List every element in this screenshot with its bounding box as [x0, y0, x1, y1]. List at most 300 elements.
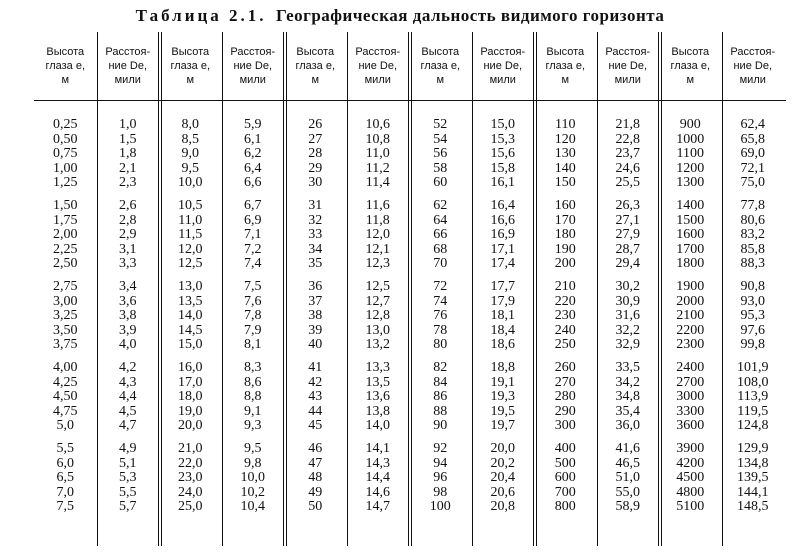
cell-horizon-distance: 144,1	[737, 484, 769, 500]
cell-horizon-distance: 101,9	[737, 360, 769, 375]
cell-eye-height: 24,0	[178, 484, 203, 500]
cell-eye-height: 2700	[676, 374, 705, 390]
cell-eye-height: 1900	[676, 279, 705, 294]
cell-horizon-distance: 35,4	[615, 403, 640, 419]
cell-eye-height: 110	[555, 117, 576, 132]
cell-horizon-distance: 17,1	[490, 241, 515, 257]
cell-eye-height: 4,50	[53, 389, 78, 405]
header-line: Высота	[296, 46, 335, 58]
cell-eye-height: 230	[554, 308, 576, 324]
cell-horizon-distance: 11,8	[365, 212, 390, 228]
cell-eye-height: 4200	[676, 455, 705, 471]
cell-eye-height: 1,25	[53, 175, 78, 191]
cell-eye-height: 25,0	[178, 499, 203, 515]
cell-eye-height: 1400	[676, 198, 705, 213]
cell-horizon-distance: 14,7	[365, 499, 390, 515]
cell-horizon-distance: 8,8	[244, 389, 262, 405]
header-horizon-distance	[597, 38, 660, 94]
cell-eye-height: 2,25	[53, 241, 78, 257]
cell-eye-height: 5,0	[56, 418, 74, 434]
cell-eye-height: 1100	[676, 146, 704, 162]
cell-horizon-distance: 11,2	[365, 160, 390, 176]
cell-horizon-distance: 6,2	[244, 146, 262, 162]
cell-horizon-distance: 12,0	[365, 227, 390, 243]
cell-eye-height: 11,5	[178, 227, 203, 243]
cell-horizon-distance: 20,6	[490, 484, 515, 500]
cell-horizon-distance: 124,8	[737, 418, 769, 434]
cell-horizon-distance: 13,2	[365, 337, 390, 353]
cell-eye-height: 42	[308, 374, 323, 390]
cell-horizon-distance: 8,1	[244, 337, 262, 353]
cell-eye-height: 3900	[676, 441, 705, 456]
cell-eye-height: 14,5	[178, 322, 203, 338]
cell-eye-height: 160	[554, 198, 576, 213]
header-line: Расстоя-	[605, 46, 651, 58]
cell-horizon-distance: 13,8	[365, 403, 390, 419]
cell-horizon-distance: 51,0	[615, 470, 640, 486]
cell-eye-height: 120	[554, 131, 576, 147]
cell-eye-height: 900	[679, 117, 701, 132]
cell-eye-height: 1,75	[53, 212, 78, 228]
header-line: глаза e,	[45, 60, 86, 72]
cell-eye-height: 43	[308, 389, 323, 405]
cell-horizon-distance: 9,1	[244, 403, 262, 419]
header-line: Высота	[171, 46, 210, 58]
header-line: глаза e,	[420, 60, 461, 72]
cell-eye-height: 49	[308, 484, 323, 500]
cell-horizon-distance: 29,4	[615, 256, 640, 272]
cell-eye-height: 96	[433, 470, 448, 486]
table-number: Таблица 2.1.	[135, 6, 267, 25]
cell-eye-height: 45	[308, 418, 323, 434]
cell-eye-height: 700	[554, 484, 576, 500]
cell-eye-height: 250	[554, 337, 576, 353]
cell-horizon-distance: 90,8	[740, 279, 765, 294]
cell-horizon-distance: 4,0	[119, 337, 137, 353]
cell-horizon-distance: 12,8	[365, 308, 390, 324]
cell-eye-height: 3600	[676, 418, 705, 434]
cell-eye-height: 92	[433, 441, 448, 456]
cell-horizon-distance: 77,8	[740, 198, 765, 213]
cell-horizon-distance: 2,9	[119, 227, 137, 243]
cell-eye-height: 8,5	[181, 131, 199, 147]
cell-eye-height: 100	[429, 499, 451, 515]
cell-horizon-distance: 27,1	[615, 212, 640, 228]
cell-horizon-distance: 12,1	[365, 241, 390, 257]
header-line: м	[436, 74, 445, 86]
header-eye-height	[284, 38, 347, 94]
header-line: м	[561, 74, 570, 86]
header-line: мили	[114, 74, 141, 86]
cell-eye-height: 74	[433, 293, 448, 309]
cell-eye-height: 44	[308, 403, 323, 419]
header-line: мили	[239, 74, 266, 86]
cell-horizon-distance: 7,2	[244, 241, 262, 257]
cell-eye-height: 1800	[676, 256, 705, 272]
header-line: ние De,	[233, 60, 272, 72]
cell-horizon-distance: 6,7	[244, 198, 262, 213]
cell-eye-height: 0,25	[53, 117, 78, 132]
header-line: ние De,	[358, 60, 397, 72]
header-line: Высота	[46, 46, 85, 58]
header-line: Расстоя-	[730, 46, 776, 58]
cell-eye-height: 47	[308, 455, 323, 471]
cell-horizon-distance: 19,3	[490, 389, 515, 405]
cell-horizon-distance: 25,5	[615, 175, 640, 191]
cell-eye-height: 270	[554, 374, 576, 390]
cell-eye-height: 3,25	[53, 308, 78, 324]
cell-horizon-distance: 8,3	[244, 360, 262, 375]
cell-eye-height: 84	[433, 374, 448, 390]
cell-eye-height: 0,50	[53, 131, 78, 147]
cell-horizon-distance: 4,5	[119, 403, 137, 419]
cell-horizon-distance: 7,5	[244, 279, 262, 294]
cell-horizon-distance: 95,3	[740, 308, 765, 324]
cell-horizon-distance: 18,6	[490, 337, 515, 353]
cell-eye-height: 30	[308, 175, 323, 191]
cell-eye-height: 19,0	[178, 403, 203, 419]
cell-eye-height: 18,0	[178, 389, 203, 405]
cell-horizon-distance: 4,4	[119, 389, 137, 405]
cell-horizon-distance: 7,6	[244, 293, 262, 309]
cell-horizon-distance: 19,5	[490, 403, 515, 419]
header-eye-height	[659, 38, 722, 94]
cell-horizon-distance: 27,9	[615, 227, 640, 243]
cell-horizon-distance: 18,4	[490, 322, 515, 338]
cell-eye-height: 64	[433, 212, 448, 228]
cell-horizon-distance: 13,6	[365, 389, 390, 405]
cell-eye-height: 2300	[676, 337, 705, 353]
cell-eye-height: 2100	[676, 308, 705, 324]
cell-eye-height: 26	[308, 117, 323, 132]
cell-eye-height: 28	[308, 146, 323, 162]
cell-eye-height: 1500	[676, 212, 705, 228]
cell-horizon-distance: 3,9	[119, 322, 137, 338]
cell-horizon-distance: 13,0	[365, 322, 390, 338]
cell-horizon-distance: 62,4	[740, 117, 765, 132]
cell-horizon-distance: 11,6	[365, 198, 390, 213]
cell-eye-height: 11,0	[178, 212, 203, 228]
cell-horizon-distance: 20,4	[490, 470, 515, 486]
header-line: ние De,	[108, 60, 147, 72]
header-line: глаза e,	[670, 60, 711, 72]
cell-eye-height: 12,0	[178, 241, 203, 257]
cell-eye-height: 4500	[676, 470, 705, 486]
cell-eye-height: 280	[554, 389, 576, 405]
cell-horizon-distance: 18,1	[490, 308, 515, 324]
cell-eye-height: 80	[433, 337, 448, 353]
cell-horizon-distance: 16,4	[490, 198, 515, 213]
cell-eye-height: 31	[308, 198, 323, 213]
cell-horizon-distance: 75,0	[740, 175, 765, 191]
cell-eye-height: 220	[554, 293, 576, 309]
header-line: Расстоя-	[230, 46, 276, 58]
header-line: м	[686, 74, 695, 86]
cell-horizon-distance: 7,1	[244, 227, 262, 243]
cell-horizon-distance: 9,3	[244, 418, 262, 434]
cell-eye-height: 4800	[676, 484, 705, 500]
cell-horizon-distance: 15,3	[490, 131, 515, 147]
cell-horizon-distance: 4,7	[119, 418, 137, 434]
cell-eye-height: 2000	[676, 293, 705, 309]
cell-eye-height: 210	[554, 279, 576, 294]
cell-eye-height: 36	[308, 279, 323, 294]
header-eye-height	[534, 38, 597, 94]
cell-eye-height: 62	[433, 198, 448, 213]
cell-eye-height: 3000	[676, 389, 705, 405]
cell-horizon-distance: 12,5	[365, 279, 390, 294]
cell-horizon-distance: 46,5	[615, 455, 640, 471]
cell-eye-height: 1000	[676, 131, 705, 147]
header-horizon-distance	[722, 38, 785, 94]
cell-horizon-distance: 32,2	[615, 322, 640, 338]
cell-horizon-distance: 2,8	[119, 212, 137, 228]
cell-horizon-distance: 1,0	[119, 117, 137, 132]
cell-eye-height: 52	[433, 117, 448, 132]
cell-eye-height: 50	[308, 499, 323, 515]
cell-horizon-distance: 3,6	[119, 293, 137, 309]
cell-horizon-distance: 12,7	[365, 293, 390, 309]
cell-horizon-distance: 19,7	[490, 418, 515, 434]
cell-eye-height: 86	[433, 389, 448, 405]
header-horizon-distance	[222, 38, 285, 94]
cell-eye-height: 70	[433, 256, 448, 272]
cell-eye-height: 170	[554, 212, 576, 228]
header-line: глаза e,	[545, 60, 586, 72]
cell-eye-height: 2400	[676, 360, 705, 375]
header-line: ние De,	[733, 60, 772, 72]
cell-horizon-distance: 113,9	[737, 389, 769, 405]
header-eye-height	[409, 38, 472, 94]
cell-eye-height: 800	[554, 499, 576, 515]
cell-eye-height: 3,00	[53, 293, 78, 309]
cell-eye-height: 400	[554, 441, 576, 456]
cell-eye-height: 2,00	[53, 227, 78, 243]
header-line: мили	[364, 74, 391, 86]
cell-eye-height: 6,5	[56, 470, 74, 486]
cell-horizon-distance: 15,6	[490, 146, 515, 162]
cell-eye-height: 15,0	[178, 337, 203, 353]
cell-horizon-distance: 17,4	[490, 256, 515, 272]
table-caption: Географическая дальность видимого горизонта	[276, 6, 665, 25]
cell-eye-height: 32	[308, 212, 323, 228]
cell-horizon-distance: 10,4	[240, 499, 265, 515]
cell-horizon-distance: 30,2	[615, 279, 640, 294]
cell-eye-height: 72	[433, 279, 448, 294]
cell-eye-height: 4,25	[53, 374, 78, 390]
cell-eye-height: 1700	[676, 241, 705, 257]
cell-eye-height: 76	[433, 308, 448, 324]
cell-horizon-distance: 14,6	[365, 484, 390, 500]
cell-horizon-distance: 20,2	[490, 455, 515, 471]
cell-eye-height: 3,75	[53, 337, 78, 353]
cell-eye-height: 2,75	[53, 279, 78, 294]
cell-eye-height: 54	[433, 131, 448, 147]
header-line: Расстоя-	[105, 46, 151, 58]
cell-horizon-distance: 1,5	[119, 131, 137, 147]
cell-horizon-distance: 4,3	[119, 374, 137, 390]
cell-horizon-distance: 11,0	[365, 146, 390, 162]
cell-eye-height: 190	[554, 241, 576, 257]
cell-horizon-distance: 10,2	[240, 484, 265, 500]
header-line: м	[61, 74, 70, 86]
cell-eye-height: 1600	[676, 227, 705, 243]
cell-horizon-distance: 21,8	[615, 117, 640, 132]
cell-horizon-distance: 14,4	[365, 470, 390, 486]
cell-eye-height: 150	[554, 175, 576, 191]
cell-horizon-distance: 65,8	[740, 131, 765, 147]
cell-eye-height: 88	[433, 403, 448, 419]
header-line: глаза e,	[170, 60, 211, 72]
cell-eye-height: 3300	[676, 403, 705, 419]
cell-horizon-distance: 22,8	[615, 131, 640, 147]
cell-eye-height: 1300	[676, 175, 705, 191]
header-eye-height	[159, 38, 222, 94]
cell-eye-height: 33	[308, 227, 323, 243]
cell-horizon-distance: 7,8	[244, 308, 262, 324]
cell-eye-height: 9,0	[181, 146, 199, 162]
cell-horizon-distance: 5,9	[244, 117, 262, 132]
header-line: м	[311, 74, 320, 86]
cell-eye-height: 13,5	[178, 293, 203, 309]
header-eye-height	[34, 38, 97, 94]
cell-horizon-distance: 108,0	[737, 374, 769, 390]
cell-horizon-distance: 7,4	[244, 256, 262, 272]
cell-horizon-distance: 6,6	[244, 175, 262, 191]
header-line: ние De,	[483, 60, 522, 72]
cell-eye-height: 2,50	[53, 256, 78, 272]
cell-eye-height: 29	[308, 160, 323, 176]
header-line: Высота	[421, 46, 460, 58]
cell-horizon-distance: 9,8	[244, 455, 262, 471]
cell-eye-height: 17,0	[178, 374, 203, 390]
cell-horizon-distance: 17,9	[490, 293, 515, 309]
header-horizon-distance	[472, 38, 535, 94]
cell-eye-height: 58	[433, 160, 448, 176]
cell-horizon-distance: 8,6	[244, 374, 262, 390]
header-line: Высота	[671, 46, 710, 58]
cell-horizon-distance: 85,8	[740, 241, 765, 257]
cell-horizon-distance: 99,8	[740, 337, 765, 353]
cell-horizon-distance: 15,0	[490, 117, 515, 132]
cell-eye-height: 5,5	[56, 441, 74, 456]
cell-eye-height: 10,5	[178, 198, 203, 213]
cell-eye-height: 8,0	[181, 117, 199, 132]
cell-horizon-distance: 148,5	[737, 499, 769, 515]
cell-horizon-distance: 69,0	[740, 146, 765, 162]
cell-eye-height: 1200	[676, 160, 705, 176]
cell-horizon-distance: 139,5	[737, 470, 769, 486]
cell-eye-height: 240	[554, 322, 576, 338]
cell-horizon-distance: 1,8	[119, 146, 137, 162]
cell-eye-height: 3,50	[53, 322, 78, 338]
cell-horizon-distance: 3,4	[119, 279, 137, 294]
cell-horizon-distance: 31,6	[615, 308, 640, 324]
cell-horizon-distance: 32,9	[615, 337, 640, 353]
cell-horizon-distance: 16,6	[490, 212, 515, 228]
cell-eye-height: 78	[433, 322, 448, 338]
cell-eye-height: 300	[554, 418, 576, 434]
cell-eye-height: 14,0	[178, 308, 203, 324]
cell-horizon-distance: 16,1	[490, 175, 515, 191]
cell-eye-height: 60	[433, 175, 448, 191]
cell-eye-height: 13,0	[178, 279, 203, 294]
cell-horizon-distance: 24,6	[615, 160, 640, 176]
cell-horizon-distance: 88,3	[740, 256, 765, 272]
cell-eye-height: 34	[308, 241, 323, 257]
cell-eye-height: 68	[433, 241, 448, 257]
cell-horizon-distance: 6,1	[244, 131, 262, 147]
cell-horizon-distance: 119,5	[737, 403, 769, 419]
cell-horizon-distance: 3,1	[119, 241, 137, 257]
cell-horizon-distance: 9,5	[244, 441, 262, 456]
cell-eye-height: 290	[554, 403, 576, 419]
cell-horizon-distance: 83,2	[740, 227, 765, 243]
cell-horizon-distance: 11,4	[365, 175, 390, 191]
cell-horizon-distance: 2,3	[119, 175, 137, 191]
cell-eye-height: 12,5	[178, 256, 203, 272]
cell-eye-height: 130	[554, 146, 576, 162]
cell-horizon-distance: 129,9	[737, 441, 769, 456]
cell-horizon-distance: 28,7	[615, 241, 640, 257]
cell-horizon-distance: 58,9	[615, 499, 640, 515]
cell-horizon-distance: 13,5	[365, 374, 390, 390]
cell-horizon-distance: 10,0	[240, 470, 265, 486]
cell-eye-height: 10,0	[178, 175, 203, 191]
cell-horizon-distance: 97,6	[740, 322, 765, 338]
cell-horizon-distance: 4,2	[119, 360, 137, 375]
cell-horizon-distance: 19,1	[490, 374, 515, 390]
header-line: глаза e,	[295, 60, 336, 72]
cell-horizon-distance: 34,8	[615, 389, 640, 405]
cell-eye-height: 21,0	[178, 441, 203, 456]
cell-horizon-distance: 2,1	[119, 160, 137, 176]
cell-eye-height: 48	[308, 470, 323, 486]
cell-eye-height: 0,75	[53, 146, 78, 162]
cell-horizon-distance: 3,8	[119, 308, 137, 324]
cell-eye-height: 1,50	[53, 198, 78, 213]
cell-eye-height: 7,0	[56, 484, 74, 500]
cell-horizon-distance: 5,7	[119, 499, 137, 515]
cell-eye-height: 600	[554, 470, 576, 486]
cell-horizon-distance: 16,9	[490, 227, 515, 243]
cell-eye-height: 98	[433, 484, 448, 500]
cell-eye-height: 40	[308, 337, 323, 353]
cell-horizon-distance: 6,4	[244, 160, 262, 176]
cell-eye-height: 56	[433, 146, 448, 162]
cell-eye-height: 66	[433, 227, 448, 243]
cell-eye-height: 9,5	[181, 160, 199, 176]
cell-eye-height: 41	[308, 360, 323, 375]
header-horizon-distance	[97, 38, 160, 94]
cell-eye-height: 140	[554, 160, 576, 176]
header-line: мили	[614, 74, 641, 86]
cell-eye-height: 500	[554, 455, 576, 471]
cell-eye-height: 4,75	[53, 403, 78, 419]
header-line: ние De,	[608, 60, 647, 72]
cell-horizon-distance: 14,1	[365, 441, 390, 456]
cell-horizon-distance: 7,9	[244, 322, 262, 338]
cell-horizon-distance: 30,9	[615, 293, 640, 309]
cell-eye-height: 23,0	[178, 470, 203, 486]
cell-eye-height: 90	[433, 418, 448, 434]
cell-horizon-distance: 23,7	[615, 146, 640, 162]
cell-horizon-distance: 80,6	[740, 212, 765, 228]
cell-horizon-distance: 20,0	[490, 441, 515, 456]
cell-eye-height: 20,0	[178, 418, 203, 434]
cell-eye-height: 38	[308, 308, 323, 324]
cell-horizon-distance: 6,9	[244, 212, 262, 228]
